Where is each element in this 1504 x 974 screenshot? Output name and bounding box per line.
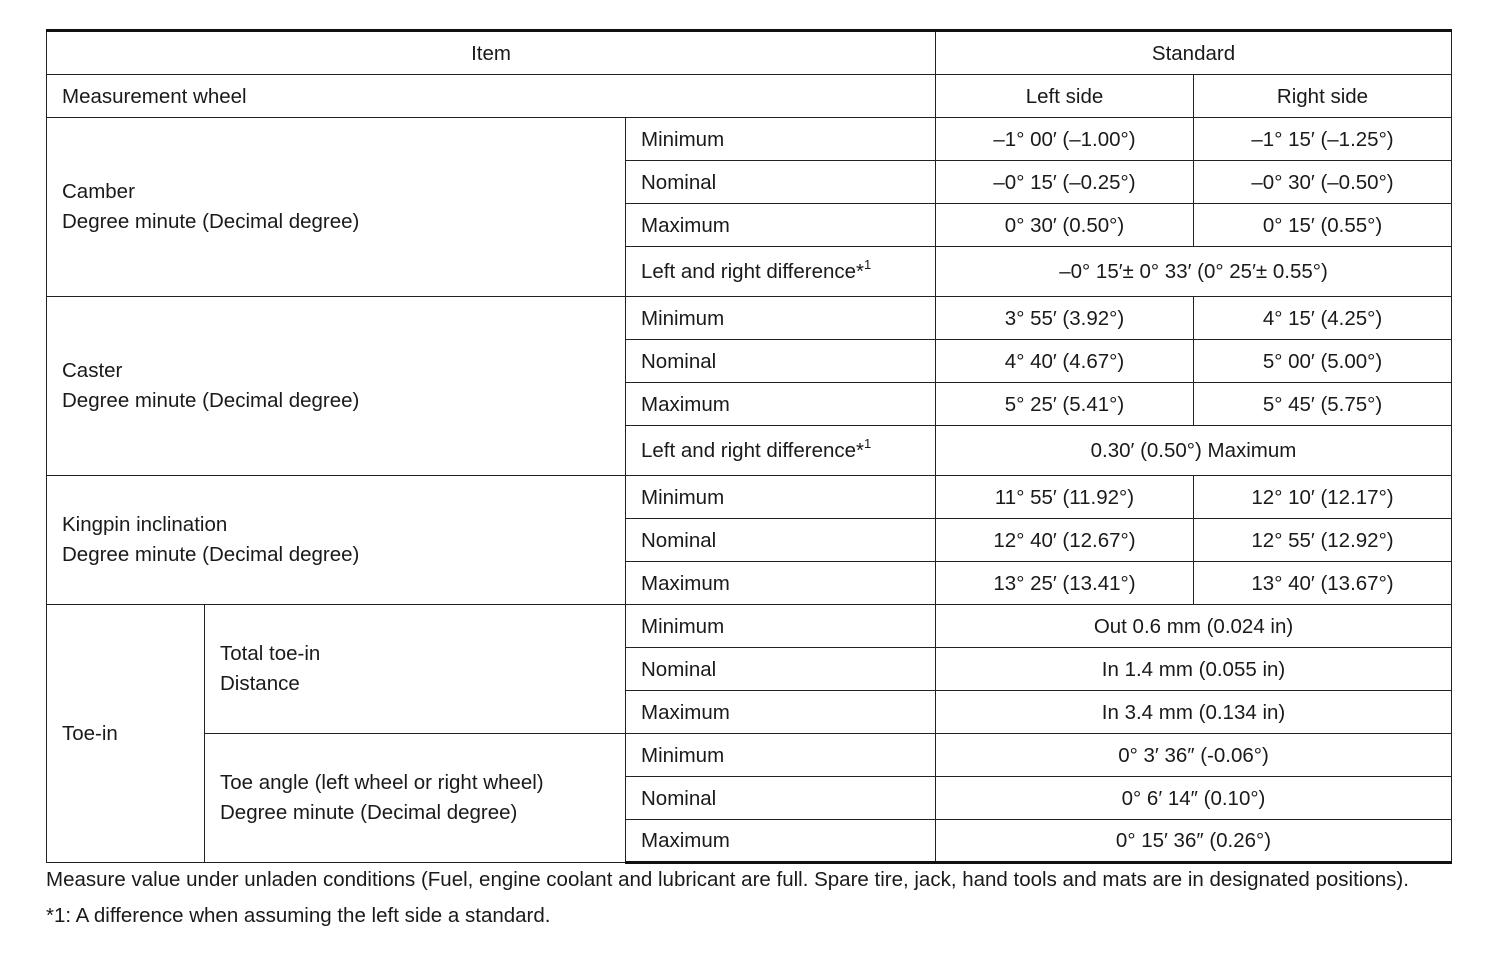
camber-diff-label-text: Left and right difference* bbox=[641, 260, 864, 283]
caster-min-left: 3° 55′ (3.92°) bbox=[936, 297, 1194, 340]
kingpin-min-right: 12° 10′ (12.17°) bbox=[1194, 476, 1452, 519]
toe-in-group-label: Toe-in bbox=[47, 605, 205, 863]
toe-total-nom-label: Nominal bbox=[626, 648, 936, 691]
kingpin-nom-right: 12° 55′ (12.92°) bbox=[1194, 519, 1452, 562]
kingpin-max-left: 13° 25′ (13.41°) bbox=[936, 562, 1194, 605]
kingpin-max-right: 13° 40′ (13.67°) bbox=[1194, 562, 1452, 605]
caster-max-right: 5° 45′ (5.75°) bbox=[1194, 383, 1452, 426]
camber-diff-footnote-mark: 1 bbox=[864, 257, 872, 272]
camber-nom-left: –0° 15′ (–0.25°) bbox=[936, 161, 1194, 204]
footnote-1: *1: A difference when assuming the left side a standard. bbox=[46, 904, 551, 927]
wheel-alignment-spec-table bbox=[46, 29, 1452, 864]
caster-max-label: Maximum bbox=[626, 383, 936, 426]
caster-max-left: 5° 25′ (5.41°) bbox=[936, 383, 1194, 426]
toe-total-min-label: Minimum bbox=[626, 605, 936, 648]
caster-name: Caster bbox=[62, 359, 123, 382]
kingpin-min-left: 11° 55′ (11.92°) bbox=[936, 476, 1194, 519]
camber-nom-label: Nominal bbox=[626, 161, 936, 204]
kingpin-min-label: Minimum bbox=[626, 476, 936, 519]
header-standard: Standard bbox=[936, 31, 1452, 75]
kingpin-name: Kingpin inclination bbox=[62, 513, 228, 536]
toe-angle-min-label: Minimum bbox=[626, 734, 936, 777]
camber-unit: Degree minute (Decimal degree) bbox=[62, 210, 360, 233]
caster-nom-right: 5° 00′ (5.00°) bbox=[1194, 340, 1452, 383]
header-right-side: Right side bbox=[1194, 75, 1452, 118]
kingpin-nom-label: Nominal bbox=[626, 519, 936, 562]
header-measurement-wheel: Measurement wheel bbox=[47, 75, 936, 118]
camber-min-label: Minimum bbox=[626, 118, 936, 161]
caster-diff-label bbox=[626, 426, 936, 476]
total-toe-in-label bbox=[205, 605, 626, 734]
toe-total-max-value: In 3.4 mm (0.134 in) bbox=[936, 691, 1452, 734]
kingpin-nom-left: 12° 40′ (12.67°) bbox=[936, 519, 1194, 562]
camber-diff-label bbox=[626, 247, 936, 297]
toe-angle-name: Toe angle (left wheel or right wheel) bbox=[220, 771, 544, 794]
camber-nom-right: –0° 30′ (–0.50°) bbox=[1194, 161, 1452, 204]
toe-angle-max-value: 0° 15′ 36″ (0.26°) bbox=[936, 820, 1452, 863]
camber-max-label: Maximum bbox=[626, 204, 936, 247]
toe-angle-nom-value: 0° 6′ 14″ (0.10°) bbox=[936, 777, 1452, 820]
caster-nom-left: 4° 40′ (4.67°) bbox=[936, 340, 1194, 383]
toe-angle-label bbox=[205, 734, 626, 863]
caster-min-label: Minimum bbox=[626, 297, 936, 340]
kingpin-unit: Degree minute (Decimal degree) bbox=[62, 543, 360, 566]
toe-angle-max-label: Maximum bbox=[626, 820, 936, 863]
total-toe-in-name: Total toe-in bbox=[220, 642, 321, 665]
caster-nom-label: Nominal bbox=[626, 340, 936, 383]
kingpin-max-label: Maximum bbox=[626, 562, 936, 605]
header-item: Item bbox=[47, 31, 936, 75]
table-notes bbox=[46, 865, 1452, 931]
toe-angle-min-value: 0° 3′ 36″ (-0.06°) bbox=[936, 734, 1452, 777]
camber-name: Camber bbox=[62, 180, 135, 203]
unladen-conditions-note: Measure value under unladen conditions (Fuel, engine coolant and lubricant are full. Spare tire, jack, hand tools and mats are in designated positions). bbox=[46, 868, 1409, 891]
camber-max-left: 0° 30′ (0.50°) bbox=[936, 204, 1194, 247]
camber-max-right: 0° 15′ (0.55°) bbox=[1194, 204, 1452, 247]
toe-total-max-label: Maximum bbox=[626, 691, 936, 734]
caster-group-label bbox=[47, 297, 626, 476]
caster-unit: Degree minute (Decimal degree) bbox=[62, 389, 360, 412]
kingpin-group-label bbox=[47, 476, 626, 605]
header-left-side: Left side bbox=[936, 75, 1194, 118]
toe-angle-nom-label: Nominal bbox=[626, 777, 936, 820]
toe-angle-unit: Degree minute (Decimal degree) bbox=[220, 801, 518, 824]
camber-diff-value: –0° 15′± 0° 33′ (0° 25′± 0.55°) bbox=[936, 247, 1452, 297]
toe-total-nom-value: In 1.4 mm (0.055 in) bbox=[936, 648, 1452, 691]
caster-diff-value: 0.30′ (0.50°) Maximum bbox=[936, 426, 1452, 476]
caster-diff-label-text: Left and right difference* bbox=[641, 439, 864, 462]
caster-diff-footnote-mark: 1 bbox=[864, 436, 872, 451]
toe-total-min-value: Out 0.6 mm (0.024 in) bbox=[936, 605, 1452, 648]
camber-min-left: –1° 00′ (–1.00°) bbox=[936, 118, 1194, 161]
total-toe-in-unit: Distance bbox=[220, 672, 300, 695]
camber-min-right: –1° 15′ (–1.25°) bbox=[1194, 118, 1452, 161]
camber-group-label bbox=[47, 118, 626, 297]
caster-min-right: 4° 15′ (4.25°) bbox=[1194, 297, 1452, 340]
